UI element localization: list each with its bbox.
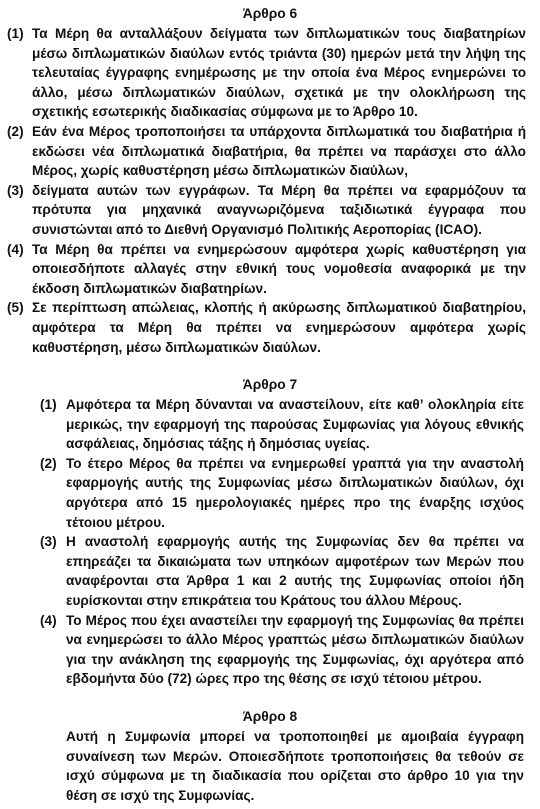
item-text: Εάν ένα Μέρος τροποποιήσει τα υπάρχοντα διπλωματικά του διαβατήρια ή εκδώσει νέα διπλωματικά διαβατήρια, θα πρέπει να παράσχει στο άλλο Μέρος, χωρίς καθυστέρηση μέσω διπλωματικών διαύλων, bbox=[32, 123, 526, 179]
item-text: Σε περίπτωση απώλειας, κλοπής ή ακύρωσης διπλωματικού διαβατηρίου, αμφότερα τα Μέρη θα πρέπει να ενημερώσουν αμφότερα χωρίς καθυστέρηση, μέσω διπλωματικών διαύλων. bbox=[32, 300, 526, 355]
item-text: Το έτερο Μέρος θα πρέπει να ενημερωθεί γραπτά για την αναστολή εφαρμογής αυτής της Συμφωνίας μέσω διπλωματικών διαύλων, όχι αργότερα από 15 ημερολογιακές ημέρες προ της έναρξης ισχύος τέτοιου μέτρου. bbox=[66, 455, 524, 530]
item-text: Η αναστολή εφαρμογής αυτής της Συμφωνίας δεν θα πρέπει να επηρεάζει τα δικαιώματα των υπηκόων αμφοτέρων των Μερών που αναφέρονται στα Άρθρα 1 και 2 αυτής της Συμφωνίας οποίοι ήδη ευρίσκονται στην επικράτεια του Κράτους του άλλου Μέρους. bbox=[66, 534, 524, 609]
article-7-item-3 bbox=[0, 532, 540, 610]
item-number: (3) bbox=[40, 534, 57, 550]
item-number: (1) bbox=[7, 26, 24, 41]
item-text: Το Μέρος που έχει αναστείλει την εφαρμογή της Συμφωνίας θα πρέπει να ενημερώσει το άλλο Μέρος γραπτώς μέσω διπλωματικών διαύλων για την ανάκληση της εφαρμογής της Συμφωνίας, όχι αργότερα από εβδομήντα δύο (72) ώρες προ της θέσης σε ισχύ τέτοιου μέτρου. bbox=[66, 612, 524, 687]
item-number: (3) bbox=[7, 182, 24, 198]
item-text: δείγματα αυτών των εγγράφων. Τα Μέρη θα πρέπει να εφαρμόζουν τα πρότυπα για μηχανικά αναγνωριζόμενα ταξιδιωτικά έγγραφα που συνιστώνται από το Διεθνή Οργανισμό Πολιτικής Αεροπορίας (ICAO). bbox=[32, 182, 526, 237]
item-number: (1) bbox=[40, 397, 57, 413]
item-text: Τα Μέρη θα πρέπει να ενημερώσουν αμφότερα χωρίς καθυστέρηση για οποιεσδήποτε αλλαγές στην εθνική τους νομοθεσία αναφορικά με την έκδοση διπλωματικών διαβατηρίων. bbox=[32, 241, 526, 296]
document-page bbox=[0, 4, 540, 809]
item-text: Αμφότερα τα Μέρη δύνανται να αναστείλουν, είτε καθ’ ολοκληρία είτε μερικώς, την εφαρμογή της παρούσας Συμφωνίας για λόγους εθνικής ασφάλειας, δημόσιας τάξης ή δημόσιας υγείας. bbox=[66, 397, 524, 452]
article-8-text: Αυτή η Συμφωνία μπορεί να τροποποιηθεί με αμοιβαία έγγραφη συναίνεση των Μερών. Οποιεσδήποτε τροποποιήσεις θα τεθούν σε ισχύ σύμφωνα με τη διαδικασία που ορίζεται στο άρθρο 10 για την θέση σε ισχύ της Συμφωνίας. bbox=[66, 729, 524, 803]
item-number: (5) bbox=[7, 300, 24, 316]
item-number: (2) bbox=[40, 455, 57, 471]
article-6-item-1 bbox=[0, 24, 540, 122]
article-6-heading: Άρθρο 6 bbox=[242, 6, 298, 21]
article-6-item-4 bbox=[0, 240, 540, 299]
article-6-item-2 bbox=[0, 122, 540, 181]
article-7-list bbox=[0, 395, 540, 689]
item-number: (4) bbox=[7, 241, 24, 257]
article-7-item-4 bbox=[0, 611, 540, 689]
article-6-list bbox=[0, 24, 540, 357]
article-6-item-3 bbox=[0, 181, 540, 240]
article-7-item-1 bbox=[0, 395, 540, 454]
item-number: (4) bbox=[40, 612, 57, 628]
item-text: Τα Μέρη θα ανταλλάξουν δείγματα των διπλωματικών τους διαβατηρίων μέσω διπλωματικών διαύλων εντός τριάντα (30) ημερών μετά την λήψη της τελευταίας έγγραφης ενημέρωσης με την οποία ένα Μέρος ενημερώνει το άλλο, μέσω διπλωματικών διαύλων, σχετικά με την ολοκλήρωση της σχετικής εσωτερικής διαδικασίας σύμφωνα με το Άρθρο 10. bbox=[32, 26, 526, 120]
article-7-item-2 bbox=[0, 454, 540, 532]
article-8-heading: Άρθρο 8 bbox=[242, 709, 298, 724]
article-7-heading: Άρθρο 7 bbox=[242, 377, 298, 393]
article-6-item-5 bbox=[0, 298, 540, 357]
item-number: (2) bbox=[7, 123, 24, 139]
